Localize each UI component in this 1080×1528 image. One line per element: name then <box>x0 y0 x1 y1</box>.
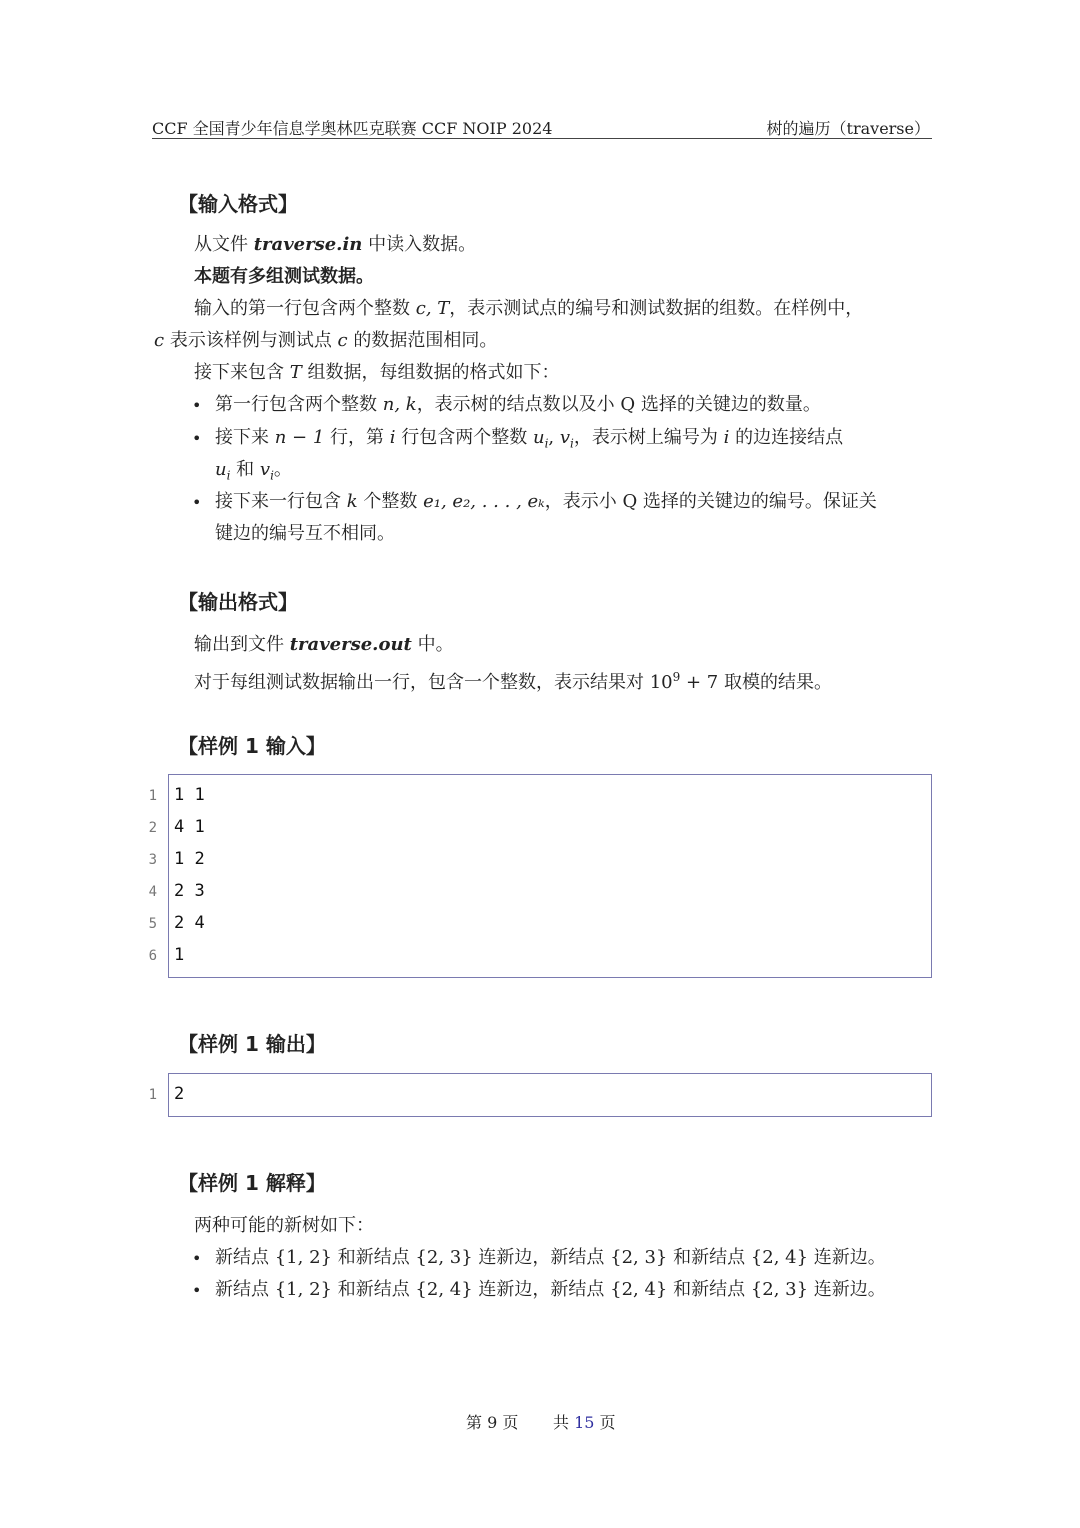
header-left: CCF 全国青少年信息学奥林匹克联赛 CCF NOIP 2024 <box>152 119 553 138</box>
subscript: i <box>570 436 574 451</box>
sample-input-line-number: 6 <box>148 948 157 964</box>
input-bullet-2 <box>215 426 843 456</box>
sample-input-box <box>168 774 932 978</box>
text: 输入的第一行包含两个整数 <box>194 298 416 319</box>
math: T <box>289 362 302 383</box>
text: 行包含两个整数 <box>395 427 533 448</box>
text: 的边连接结点 <box>729 427 844 448</box>
sample-output-line-number: 1 <box>148 1087 157 1103</box>
sample-output-box <box>168 1073 932 1117</box>
text: 共 <box>553 1413 575 1432</box>
math: e₁, e₂, . . . , eₖ <box>423 491 545 512</box>
sample-input-code-line: 2 4 <box>174 913 205 933</box>
math: k <box>346 491 358 512</box>
sample-input-line-number: 2 <box>148 820 157 836</box>
sample-output-code-line: 2 <box>174 1084 185 1104</box>
bullet-icon: • <box>192 396 202 415</box>
header-right: 树的遍历（traverse） <box>766 119 930 138</box>
text: ，表示树的结点数以及小 Q 选择的关键边的数量。 <box>416 394 821 415</box>
input-bullet-2-cont <box>215 458 292 488</box>
sample-explain-intro: 两种可能的新树如下： <box>194 1215 374 1236</box>
input-bullet-3 <box>215 490 877 514</box>
sample-explain-bullet-2: 新结点 {1, 2} 和新结点 {2, 4} 连新边，新结点 {2, 4} 和新结点 {2, 3} 连新边。 <box>215 1279 886 1300</box>
output-line-2 <box>194 665 832 695</box>
text: , <box>548 427 560 448</box>
text: ，表示树上编号为 <box>573 427 724 448</box>
math: i <box>389 427 396 448</box>
current-page: 9 <box>487 1413 498 1432</box>
input-line-1 <box>194 233 476 257</box>
bullet-icon: • <box>192 493 202 512</box>
math: n − 1 <box>274 427 325 448</box>
math: 10 <box>649 672 673 693</box>
output-filename: traverse.out <box>289 634 412 655</box>
text: ，表示小 Q 选择的关键边的编号。保证关 <box>544 491 877 512</box>
subscript: i <box>270 468 274 483</box>
input-line-4 <box>154 329 497 353</box>
subscript: i <box>544 436 549 451</box>
sample-input-code-line: 1 1 <box>174 785 205 805</box>
text: 第 <box>466 1413 488 1432</box>
total-pages-link[interactable]: 15 <box>574 1413 595 1432</box>
math: u <box>215 459 227 480</box>
math: v <box>559 427 571 448</box>
total-pages <box>553 1410 616 1433</box>
sample-input-heading: 【样例 1 输入】 <box>178 734 326 758</box>
math: u <box>532 427 545 448</box>
text: 第一行包含两个整数 <box>215 394 383 415</box>
text: 取模的结果。 <box>718 672 832 693</box>
input-bullet-3-cont: 键边的编号互不相同。 <box>215 523 395 544</box>
sample-input-line-number: 4 <box>148 884 157 900</box>
text: 组数据，每组数据的格式如下： <box>301 362 560 383</box>
text: 。 <box>273 459 292 480</box>
math: c <box>154 330 165 351</box>
math: v <box>259 459 271 480</box>
math: + 7 <box>680 672 719 693</box>
text: 中。 <box>411 634 454 655</box>
input-bullet-1 <box>215 393 821 417</box>
input-line-3 <box>194 297 863 321</box>
sample-explain-bullet-1: 新结点 {1, 2} 和新结点 {2, 3} 连新边，新结点 {2, 3} 和新结点 {2, 4} 连新边。 <box>215 1247 886 1268</box>
superscript: 9 <box>672 670 681 684</box>
input-line-5 <box>194 361 559 385</box>
text: 行，第 <box>324 427 390 448</box>
sample-input-code-line: 1 <box>174 945 185 965</box>
text: 表示该样例与测试点 <box>164 330 338 351</box>
sample-input-code-line: 2 3 <box>174 881 205 901</box>
output-format-heading: 【输出格式】 <box>178 590 298 614</box>
text: 页 <box>497 1413 519 1432</box>
subscript: i <box>226 468 231 483</box>
text: ，表示测试点的编号和测试数据的组数。在样例中， <box>449 298 864 319</box>
text: 的数据范围相同。 <box>347 330 498 351</box>
text: 接下来包含 <box>194 362 290 383</box>
sample-input-line-number: 5 <box>148 916 157 932</box>
math: i <box>723 427 730 448</box>
text: 对于每组测试数据输出一行，包含一个整数，表示结果对 <box>194 672 650 693</box>
text: 个整数 <box>357 491 424 512</box>
text: 从文件 <box>194 234 254 255</box>
math: c, T <box>415 298 450 319</box>
text: 中读入数据。 <box>362 234 477 255</box>
text: 接下来 <box>215 427 275 448</box>
sample-input-line-number: 3 <box>148 852 157 868</box>
input-line-2: 本题有多组测试数据。 <box>194 266 374 287</box>
sample-input-line-number: 1 <box>148 788 157 804</box>
bullet-icon: • <box>192 1281 202 1300</box>
text: 输出到文件 <box>194 634 290 655</box>
sample-output-heading: 【样例 1 输出】 <box>178 1032 326 1056</box>
sample-explain-heading: 【样例 1 解释】 <box>178 1171 326 1195</box>
output-line-1 <box>194 633 454 657</box>
bullet-icon: • <box>192 1249 202 1268</box>
header-rule <box>152 138 932 139</box>
bullet-icon: • <box>192 429 202 448</box>
input-filename: traverse.in <box>253 234 363 255</box>
sample-input-code-line: 1 2 <box>174 849 205 869</box>
math: c <box>337 330 348 351</box>
sample-input-code-line: 4 1 <box>174 817 205 837</box>
math: n, k <box>382 394 417 415</box>
text: 页 <box>594 1413 616 1432</box>
page-number <box>466 1410 518 1433</box>
text: 和 <box>230 459 260 480</box>
input-format-heading: 【输入格式】 <box>178 192 298 216</box>
text: 接下来一行包含 <box>215 491 347 512</box>
